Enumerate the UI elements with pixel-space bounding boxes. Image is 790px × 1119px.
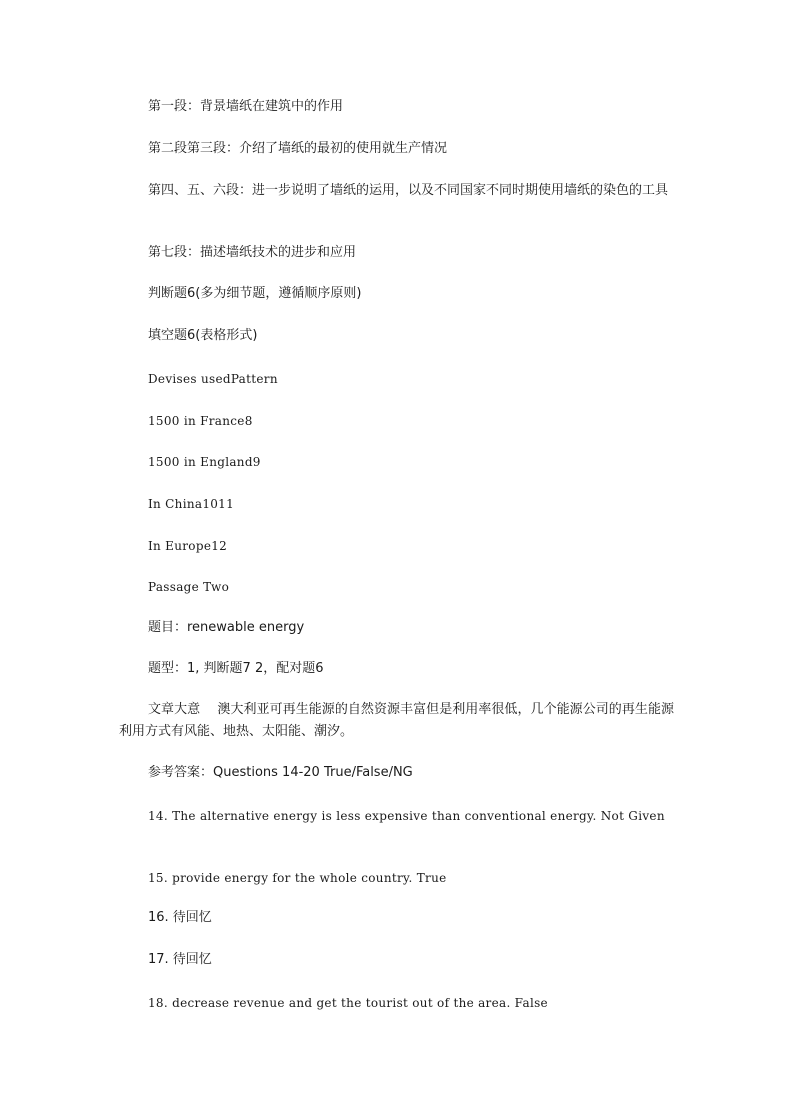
passage-two-heading: Passage Two	[148, 580, 230, 594]
answer-17: 17. 待回忆	[148, 952, 212, 967]
table-row-europe: In Europe12	[148, 539, 228, 553]
answer-15: 15. provide energy for the whole country. True	[148, 871, 447, 885]
answer-16: 16. 待回忆	[148, 910, 212, 925]
question-types: 题型：1, 判断题7 2，配对题6	[148, 661, 324, 676]
paragraph-7-summary: 第七段：描述墙纸技术的进步和应用	[148, 245, 357, 260]
paragraph-4-5-6-summary: 第四、五、六段：进一步说明了墙纸的运用，以及不同国家不同时期使用墙纸的染色的工具	[148, 183, 669, 198]
article-summary: 文章大意 澳大利亚可再生能源的自然资源丰富但是利用率很低，几个能源公司的再生能源利用方式有风能、地热、太阳能、潮汐。	[119, 702, 674, 739]
true-false-question-info: 判断题6(多为细节题，遵循顺序原则)	[148, 286, 362, 301]
table-row-france: 1500 in France8	[148, 414, 253, 428]
table-row-england: 1500 in England9	[148, 455, 261, 469]
answer-14: 14. The alternative energy is less expensive than conventional energy. Not Given	[148, 809, 665, 823]
fill-blank-question-info: 填空题6(表格形式)	[148, 328, 258, 343]
answer-18: 18. decrease revenue and get the tourist out of the area. False	[148, 996, 548, 1010]
table-row-china: In China1011	[148, 497, 235, 511]
paragraph-1-summary: 第一段：背景墙纸在建筑中的作用	[148, 99, 344, 114]
table-header-line: Devises usedPattern	[148, 372, 278, 386]
paragraph-2-3-summary: 第二段第三段：介绍了墙纸的最初的使用就生产情况	[148, 141, 448, 156]
passage-topic: 题目：renewable energy	[148, 620, 305, 635]
reference-answers-heading: 参考答案：Questions 14-20 True/False/NG	[148, 765, 413, 780]
